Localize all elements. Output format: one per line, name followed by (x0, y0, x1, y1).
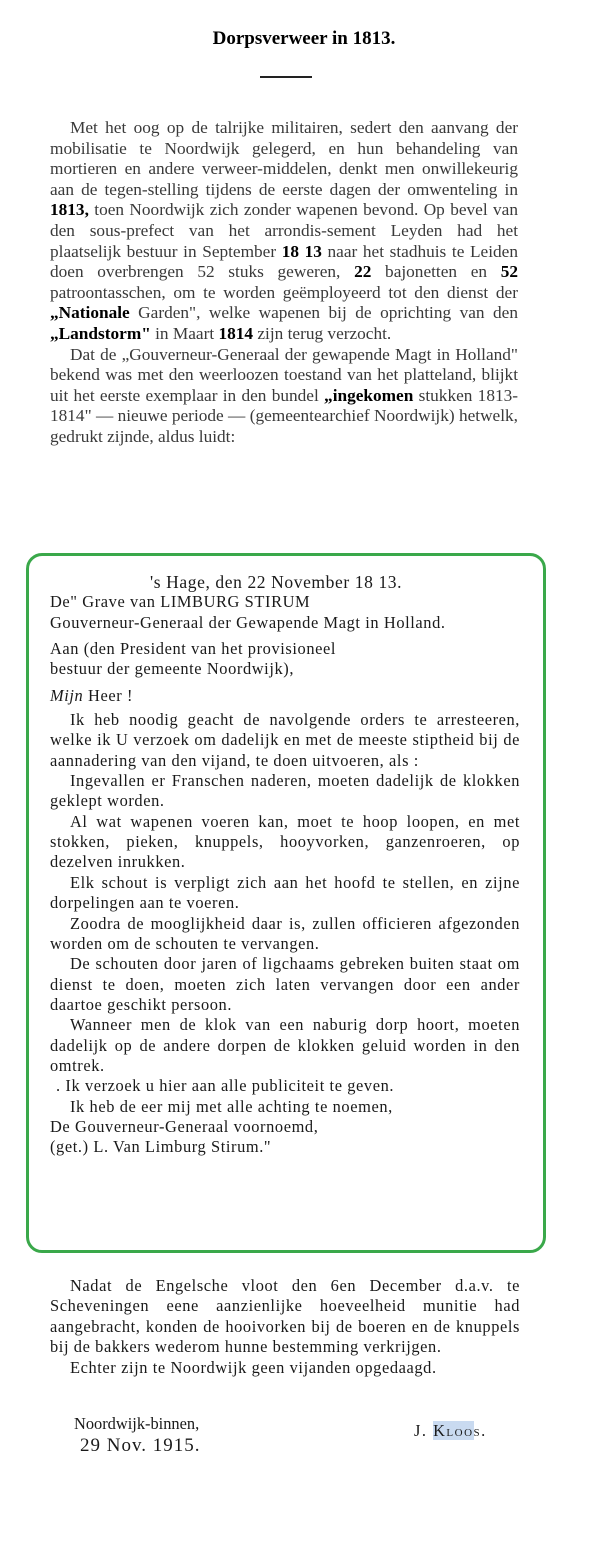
letter-paragraph: . Ik verzoek u hier aan alle publiciteit te geven. (56, 1076, 395, 1096)
text-run: Met het oog op de talrijke militairen, sedert den aanvang der mobilisatie te Noordwijk gelegerd, en hun behandeling van mortieren en andere verweer-middelen, denkt men onwillekeurig aan de tegen-stelling tijdens de eerste dagen der omwenteling in (50, 118, 518, 199)
nationale-word: „Nationale (50, 303, 130, 323)
dateline-place: Noordwijk-binnen, (74, 1414, 200, 1433)
text-run: zijn terug verzocht. (253, 323, 392, 343)
author-name-highlighted: Kloo (433, 1421, 474, 1440)
salutation-heer: Heer ! (83, 685, 134, 705)
text-run: naar het stadhuis te Leiden doen overbrengen 52 stuks geweren, (50, 241, 518, 282)
letter-paragraph: Zoodra de mooglijkheid daar is, zullen officieren afgezonden worden om de schouten te vervangen. (50, 913, 520, 953)
text-run: Garden", welke wapenen bij de oprichting van den (129, 303, 518, 323)
text-run: Dat de „Gouverneur-Generaal der gewapende Magt in Holland" bekend was met den weerloozen toestand van het platteland, blijkt uit het eerste exemplaar in den bundel (50, 344, 518, 405)
letter-signature-line-1: De Gouverneur-Generaal voornoemd, (50, 1116, 319, 1136)
letter-salutation (50, 686, 520, 706)
landstorm-word: „Landstorm" (50, 323, 151, 343)
text-run: bajonetten en (371, 262, 501, 282)
year-1814: 1814 (218, 323, 254, 343)
dateline-date: 29 Nov. 1915. (80, 1435, 201, 1456)
closing-text (50, 1276, 520, 1378)
letter-paragraph: Ik heb noodig geacht de navolgende orders te arresteeren, welke ik U verzoek om dadelijk en met de meeste stiptheid bij de aannadering van den vijand, te doen uitvoeren, als : (50, 710, 520, 770)
year-1813: 1813, (50, 200, 89, 220)
author-signature (414, 1421, 487, 1441)
intro-paragraph-1 (50, 118, 518, 345)
letter-paragraph: Ik heb de eer mij met alle achting te noemen, (70, 1096, 393, 1116)
year-september: 18 13 (281, 241, 322, 261)
intro-paragraph-2 (50, 345, 518, 448)
letter-paragraph: Elk schout is verpligt zich aan het hoofd te stellen, en zijne dorpelingen aan te voeren. (50, 872, 520, 913)
count-patroontasschen: 52 (500, 262, 518, 282)
text-run: toen Noordwijk zich zonder wapenen bevond. Op bevel van den sous-prefect van het arrondis-sement Leyden had het plaatselijk bestuur in September (50, 200, 518, 261)
text-run: stukken 1813-1814" — nieuwe periode — (gemeentearchief Noordwijk) hetwelk, gedrukt zijnde, aldus luidt: (50, 385, 518, 446)
closing-paragraph-2: Echter zijn te Noordwijk geen vijanden opgedaagd. (70, 1357, 437, 1377)
letter-paragraph: De schouten door jaren of ligchaams gebreken buiten staat om dienst te doen, moeten zich laten vervangen door een ander daartoe geschikt persoon. (50, 954, 520, 1014)
letter-paragraph: Ingevallen er Franschen naderen, moeten dadelijk de klokken geklept worden. (50, 771, 520, 811)
letter-sender: De" Grave van LIMBURG STIRUM (50, 592, 311, 612)
count-bajonetten: 22 (354, 262, 372, 282)
author-name-rest: s. (473, 1421, 487, 1440)
text-run: in Maart (150, 323, 219, 343)
letter-date: 's Hage, den 22 November 18 13. (150, 572, 403, 592)
title-divider (260, 76, 312, 78)
letter-signature-line-2: (get.) L. Van Limburg Stirum." (50, 1137, 272, 1157)
letter-addressee-line-2: bestuur der gemeente Noordwijk), (50, 659, 295, 679)
letter-paragraph: Wanneer men de klok van een naburig dorp hoort, moeten dadelijk op de andere dorpen de klokken geluid worden in den omtrek. (50, 1015, 520, 1075)
salutation-mijn: Mijn (50, 685, 84, 705)
letter-paragraph: Al wat wapenen voeren kan, moet te hoop loopen, en met stokken, pieken, knuppels, hooyvorken, ganzenroeren, op dezelven inrukken. (50, 811, 520, 872)
closing-paragraph-1: Nadat de Engelsche vloot den 6en December d.a.v. te Scheveningen eene aanzienlijke hoeveelheid munitie had aangebracht, konden de hooivorken bij de boeren en de knuppels bij de bakkers wederom hunne bestemming verkrijgen. (50, 1276, 520, 1357)
intro-text (50, 118, 518, 448)
ingekomen-word: „ingekomen (324, 385, 414, 405)
letter-addressee-line-1: Aan (den President van het provisioneel (50, 639, 337, 659)
article-title: Dorpsverweer in 1813. (212, 28, 396, 49)
quoted-letter (50, 572, 520, 1158)
letter-sender-title: Gouverneur-Generaal der Gewapende Magt in Holland. (50, 612, 446, 632)
text-run: patroontasschen, om te worden geëmployeerd tot den dienst der (50, 282, 518, 302)
author-initial: J. (414, 1421, 428, 1440)
